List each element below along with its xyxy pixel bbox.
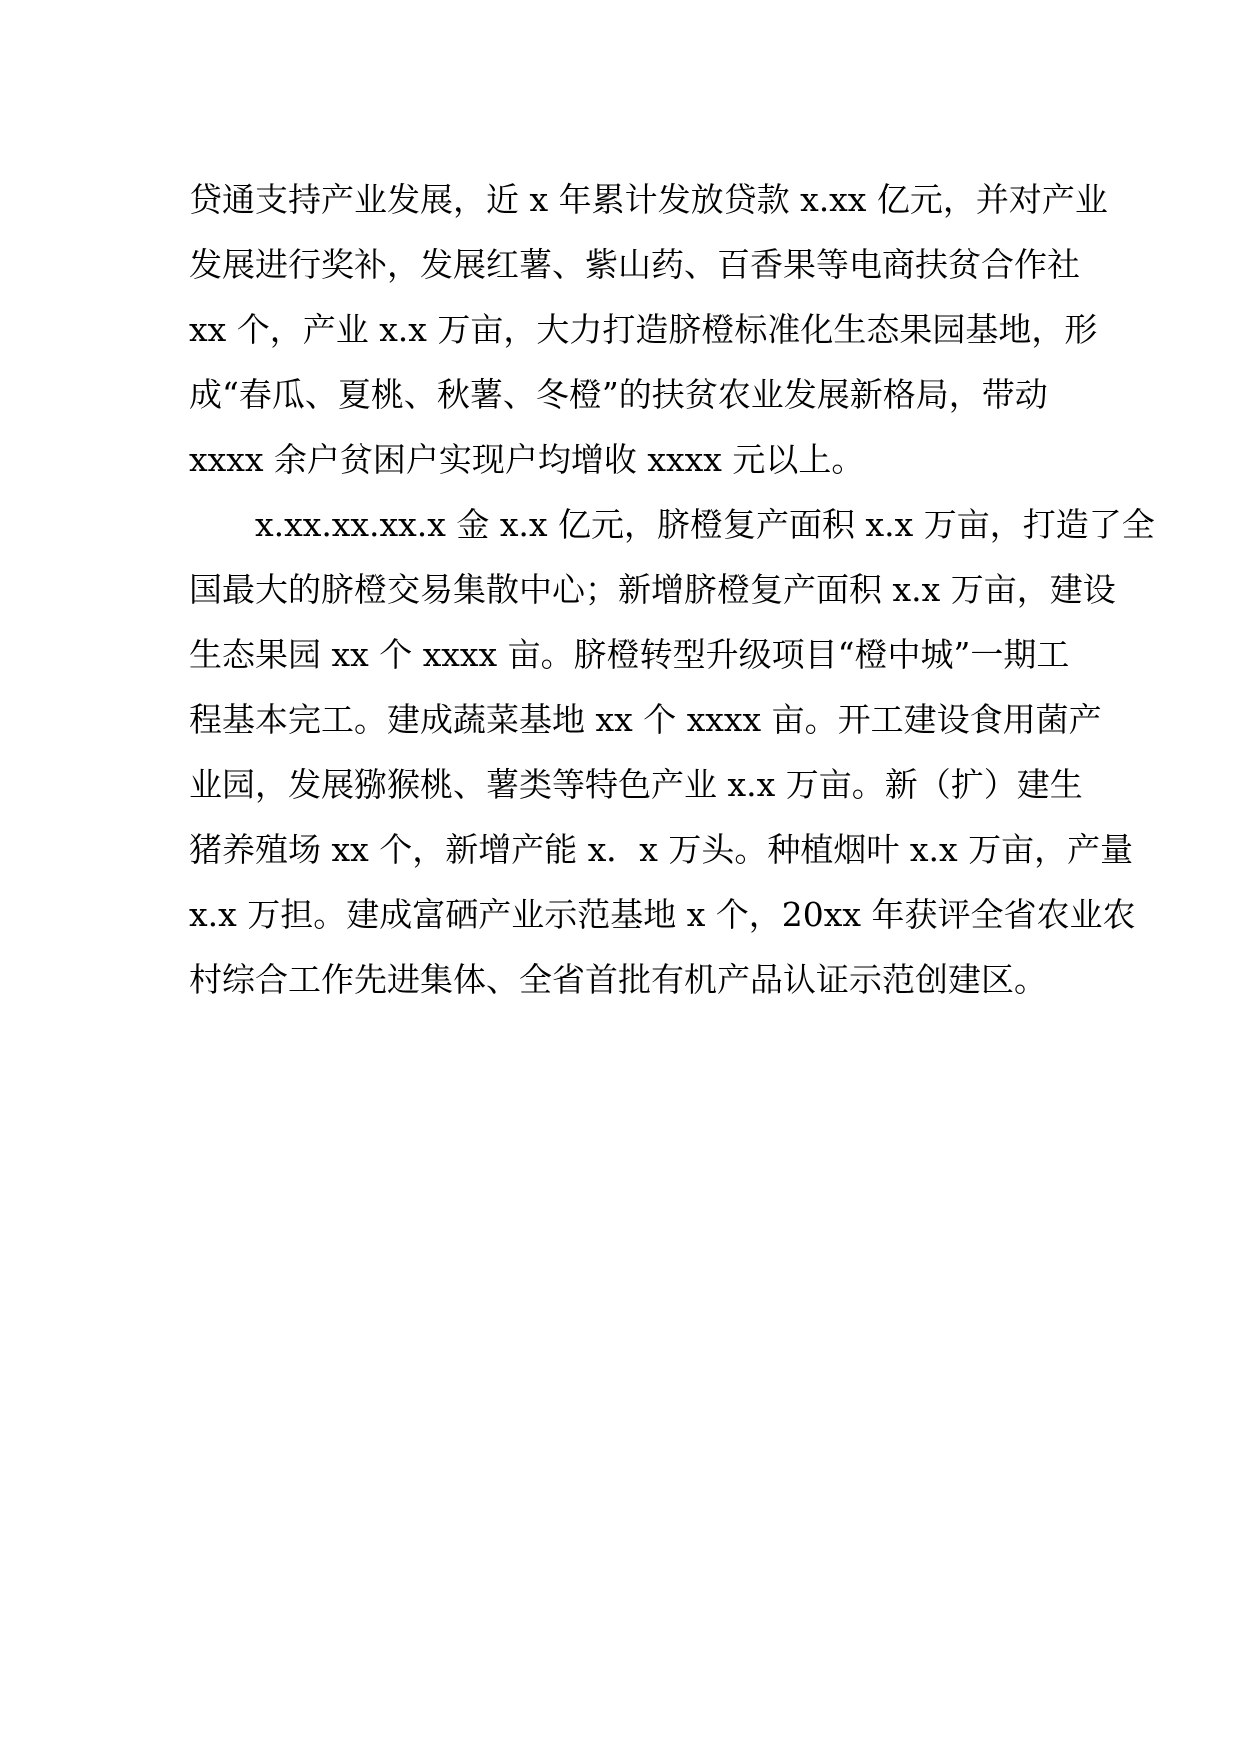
text-line: x.x 万担。建成富硒产业示范基地 x 个，20xx 年获评全省农业农 [189,895,1136,934]
text-line: xx 个，产业 x.x 万亩，大力打造脐橙标准化生态果园基地，形 [189,310,1098,349]
text-line: 程基本完工。建成蔬菜基地 xx 个 xxxx 亩。开工建设食用菌产 [189,700,1102,739]
text-line: 发展进行奖补，发展红薯、紫山药、百香果等电商扶贫合作社 [189,245,1080,284]
document-body [189,167,1155,1012]
text-line: 村综合工作先进集体、全省首批有机产品认证示范创建区。 [189,960,1047,999]
text-line: x.xx.xx.xx.x 金 x.x 亿元，脐橙复产面积 x.x 万亩，打造了全 [255,505,1155,544]
text-line: 成“春瓜、夏桃、秋薯、冬橙”的扶贫农业发展新格局，带动 [189,375,1048,414]
text-line: 猪养殖场 xx 个，新增产能 x．x 万头。种植烟叶 x.x 万亩，产量 [189,830,1134,869]
paragraph-agriculture-loans [189,167,1108,492]
paragraph-navel-orange [189,492,1155,1012]
text-line: 生态果园 xx 个 xxxx 亩。脐橙转型升级项目“橙中城”一期工 [189,635,1070,674]
text-line: xxxx 余户贫困户实现户均增收 xxxx 元以上。 [189,440,865,479]
text-line: 国最大的脐橙交易集散中心；新增脐橙复产面积 x.x 万亩，建设 [189,570,1116,609]
text-line: 贷通支持产业发展，近 x 年累计发放贷款 x.xx 亿元，并对产业 [189,180,1108,219]
text-line: 业园，发展猕猴桃、薯类等特色产业 x.x 万亩。新（扩）建生 [189,765,1083,804]
